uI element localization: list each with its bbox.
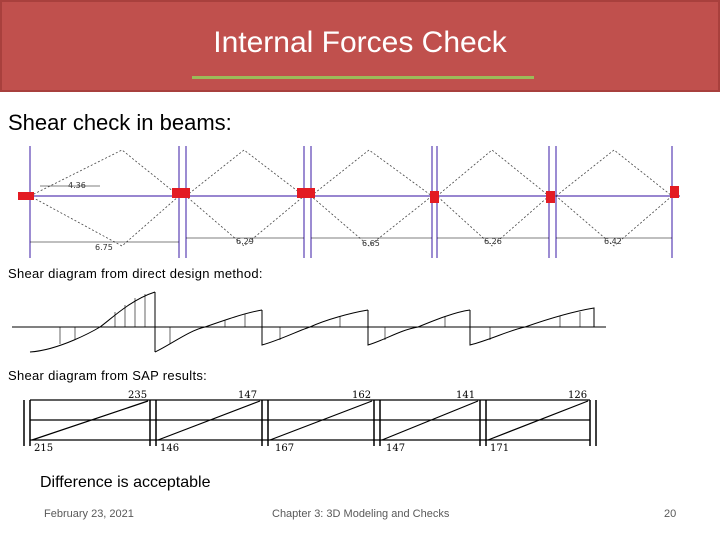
shear-value-top: 147 [238, 390, 258, 401]
dim-label: 6.75 [95, 243, 113, 252]
footer-chapter: Chapter 3: 3D Modeling and Checks [272, 508, 450, 520]
page-number: 20 [664, 508, 677, 520]
shear-value-bottom: 167 [275, 443, 295, 454]
footer-date: February 23, 2021 [44, 508, 134, 520]
shear-value-top: 126 [568, 390, 588, 401]
slide-title: Internal Forces Check [213, 26, 507, 59]
caption-direct-design: Shear diagram from direct design method: [8, 266, 263, 281]
dim-label: 6.26 [484, 237, 502, 246]
dim-label: 4.36 [68, 181, 86, 190]
dim-label: 6.29 [236, 237, 254, 246]
dim-label: 6.42 [604, 237, 622, 246]
dim-label: 6.65 [362, 239, 380, 248]
section-heading: Shear check in beams: [8, 110, 232, 135]
shear-value-bottom: 147 [386, 443, 406, 454]
shear-value-bottom: 171 [490, 443, 510, 454]
shear-value-bottom: 146 [160, 443, 180, 454]
shear-value-top: 141 [456, 390, 476, 401]
shear-value-top: 235 [128, 390, 148, 401]
shear-value-bottom: 215 [34, 443, 54, 454]
caption-sap: Shear diagram from SAP results: [8, 368, 208, 383]
conclusion-note: Difference is acceptable [40, 474, 211, 491]
shear-value-top: 162 [352, 390, 372, 401]
